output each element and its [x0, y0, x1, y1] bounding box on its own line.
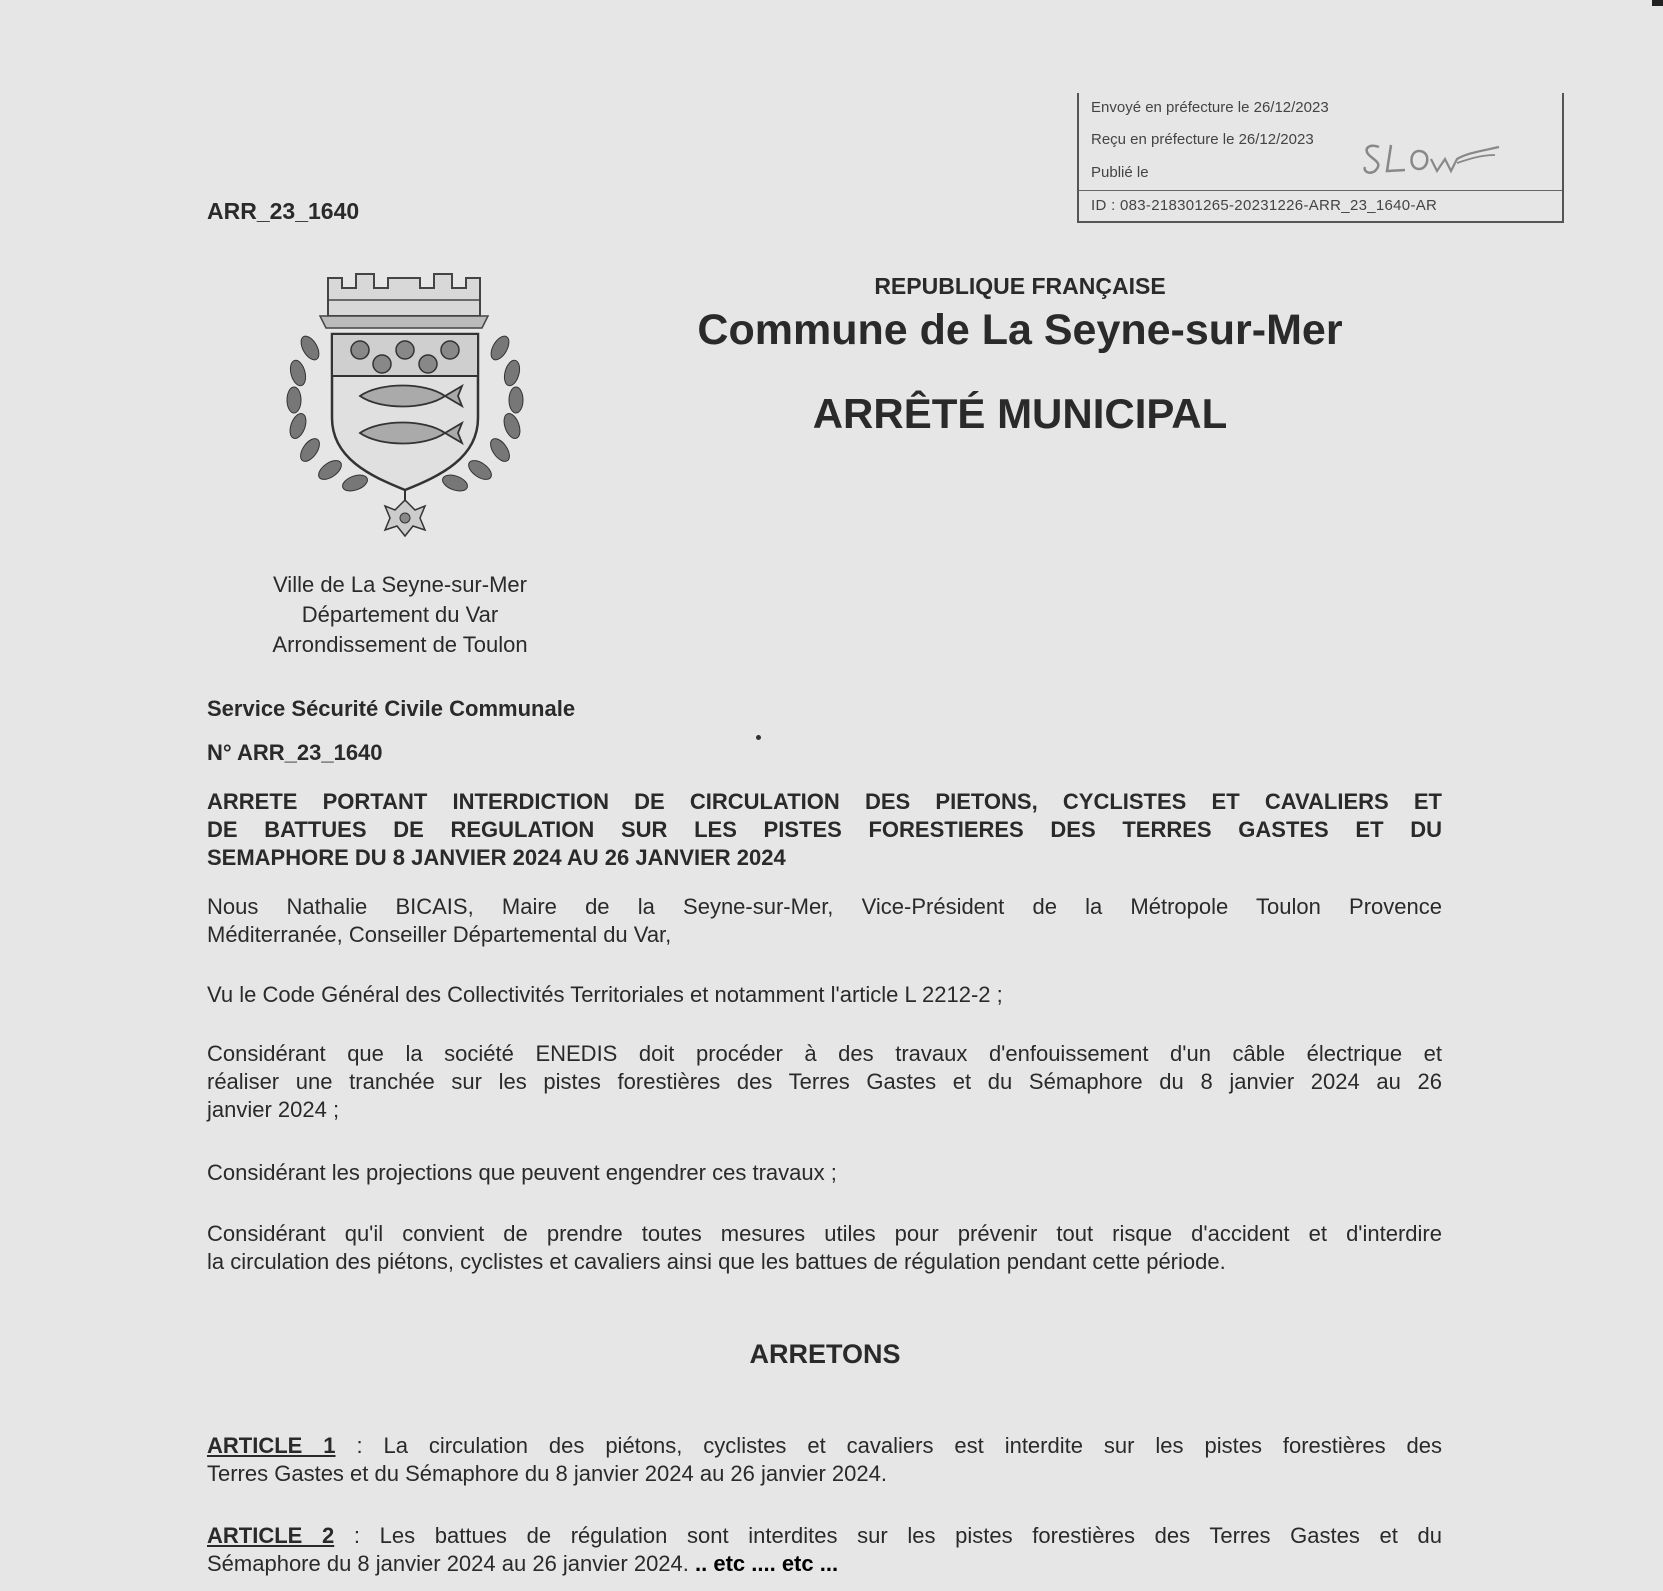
stamp-envoye: Envoyé en préfecture le 26/12/2023 — [1091, 99, 1329, 116]
arretons-heading: ARRETONS — [749, 1339, 901, 1369]
article-2 — [207, 1522, 1442, 1578]
address-line-departement: Département du Var — [301, 602, 499, 627]
paragraph-line: Considérant les projections que peuvent engendrer ces travaux ; — [207, 1160, 837, 1185]
scan-mark — [1652, 0, 1663, 6]
considerant-mesures — [207, 1220, 1442, 1276]
address-line-arrondissement: Arrondissement de Toulon — [272, 632, 528, 657]
document-reference: ARR_23_1640 — [207, 198, 360, 224]
etc-annotation: .. etc .... etc ... — [688, 1551, 839, 1576]
stamp-publie: Publié le — [1091, 164, 1149, 181]
paragraph-line: Nous Nathalie BICAIS, Maire de la Seyne-sur-Mer, Vice-Président de la Métropole Toulon Provence — [207, 894, 1442, 919]
stamp-divider — [1079, 190, 1562, 191]
article-1 — [207, 1432, 1442, 1488]
paragraph-line: la circulation des piétons, cyclistes et cavaliers ainsi que les battues de régulation pendant cette période. — [207, 1249, 1226, 1274]
paragraph-line: réaliser une tranchée sur les pistes forestières des Terres Gastes et du Sémaphore du 8 janvier 2024 au 26 — [207, 1069, 1442, 1094]
article-text: Sémaphore du 8 janvier 2024 au 26 janvier 2024. — [207, 1551, 689, 1576]
arrete-subject — [207, 788, 1442, 872]
paragraph-line: Vu le Code Général des Collectivités Territoriales et notamment l'article L 2212-2 ; — [207, 982, 1003, 1007]
article-line — [207, 1550, 1442, 1578]
prefecture-stamp — [1077, 93, 1564, 223]
considerant-projections — [207, 1159, 1442, 1187]
scan-speck — [756, 735, 761, 740]
preamble-vu — [207, 981, 1442, 1009]
service-name: Service Sécurité Civile Communale — [207, 696, 576, 721]
article-line — [207, 1522, 1442, 1550]
article-line: Terres Gastes et du Sémaphore du 8 janvier 2024 au 26 janvier 2024. — [207, 1461, 887, 1486]
preamble-nous — [207, 893, 1442, 949]
paragraph-line: Méditerranée, Conseiller Départemental du Var, — [207, 922, 672, 947]
article-text: : La circulation des piétons, cyclistes et cavaliers est interdite sur les pistes forestières des — [335, 1433, 1442, 1458]
considerant-enedis — [207, 1040, 1442, 1124]
subject-line: ARRETE PORTANT INTERDICTION DE CIRCULATION DES PIETONS, CYCLISTES ET CAVALIERS ET — [207, 789, 1442, 814]
paragraph-line: Considérant que la société ENEDIS doit procéder à des travaux d'enfouissement d'un câble électrique et — [207, 1041, 1442, 1066]
document-title: ARRÊTÉ MUNICIPAL — [812, 390, 1228, 437]
subject-line: SEMAPHORE DU 8 JANVIER 2024 AU 26 JANVIER 2024 — [207, 845, 786, 870]
article-text: : Les battues de régulation sont interdites sur les pistes forestières des Terres Gastes et du — [334, 1523, 1442, 1548]
subject-line: DE BATTUES DE REGULATION SUR LES PISTES FORESTIERES DES TERRES GASTES ET DU — [207, 817, 1442, 842]
commune-heading: Commune de La Seyne-sur-Mer — [697, 306, 1343, 354]
handwritten-signature — [1357, 137, 1507, 182]
article-label: ARTICLE 1 — [207, 1433, 336, 1458]
arrete-number: N° ARR_23_1640 — [207, 740, 383, 765]
address-line-ville: Ville de La Seyne-sur-Mer — [273, 572, 527, 597]
stamp-id: ID : 083-218301265-20231226-ARR_23_1640-AR — [1091, 197, 1438, 214]
article-line — [207, 1432, 1442, 1460]
article-label: ARTICLE 2 — [207, 1523, 335, 1548]
paragraph-line: Considérant qu'il convient de prendre toutes mesures utiles pour prévenir tout risque d'accident et d'interdire — [207, 1221, 1442, 1246]
stamp-recu: Reçu en préfecture le 26/12/2023 — [1091, 131, 1314, 148]
republique-heading: REPUBLIQUE FRANÇAISE — [874, 273, 1166, 299]
coat-of-arms-logo — [280, 268, 530, 538]
paragraph-line: janvier 2024 ; — [207, 1097, 340, 1122]
